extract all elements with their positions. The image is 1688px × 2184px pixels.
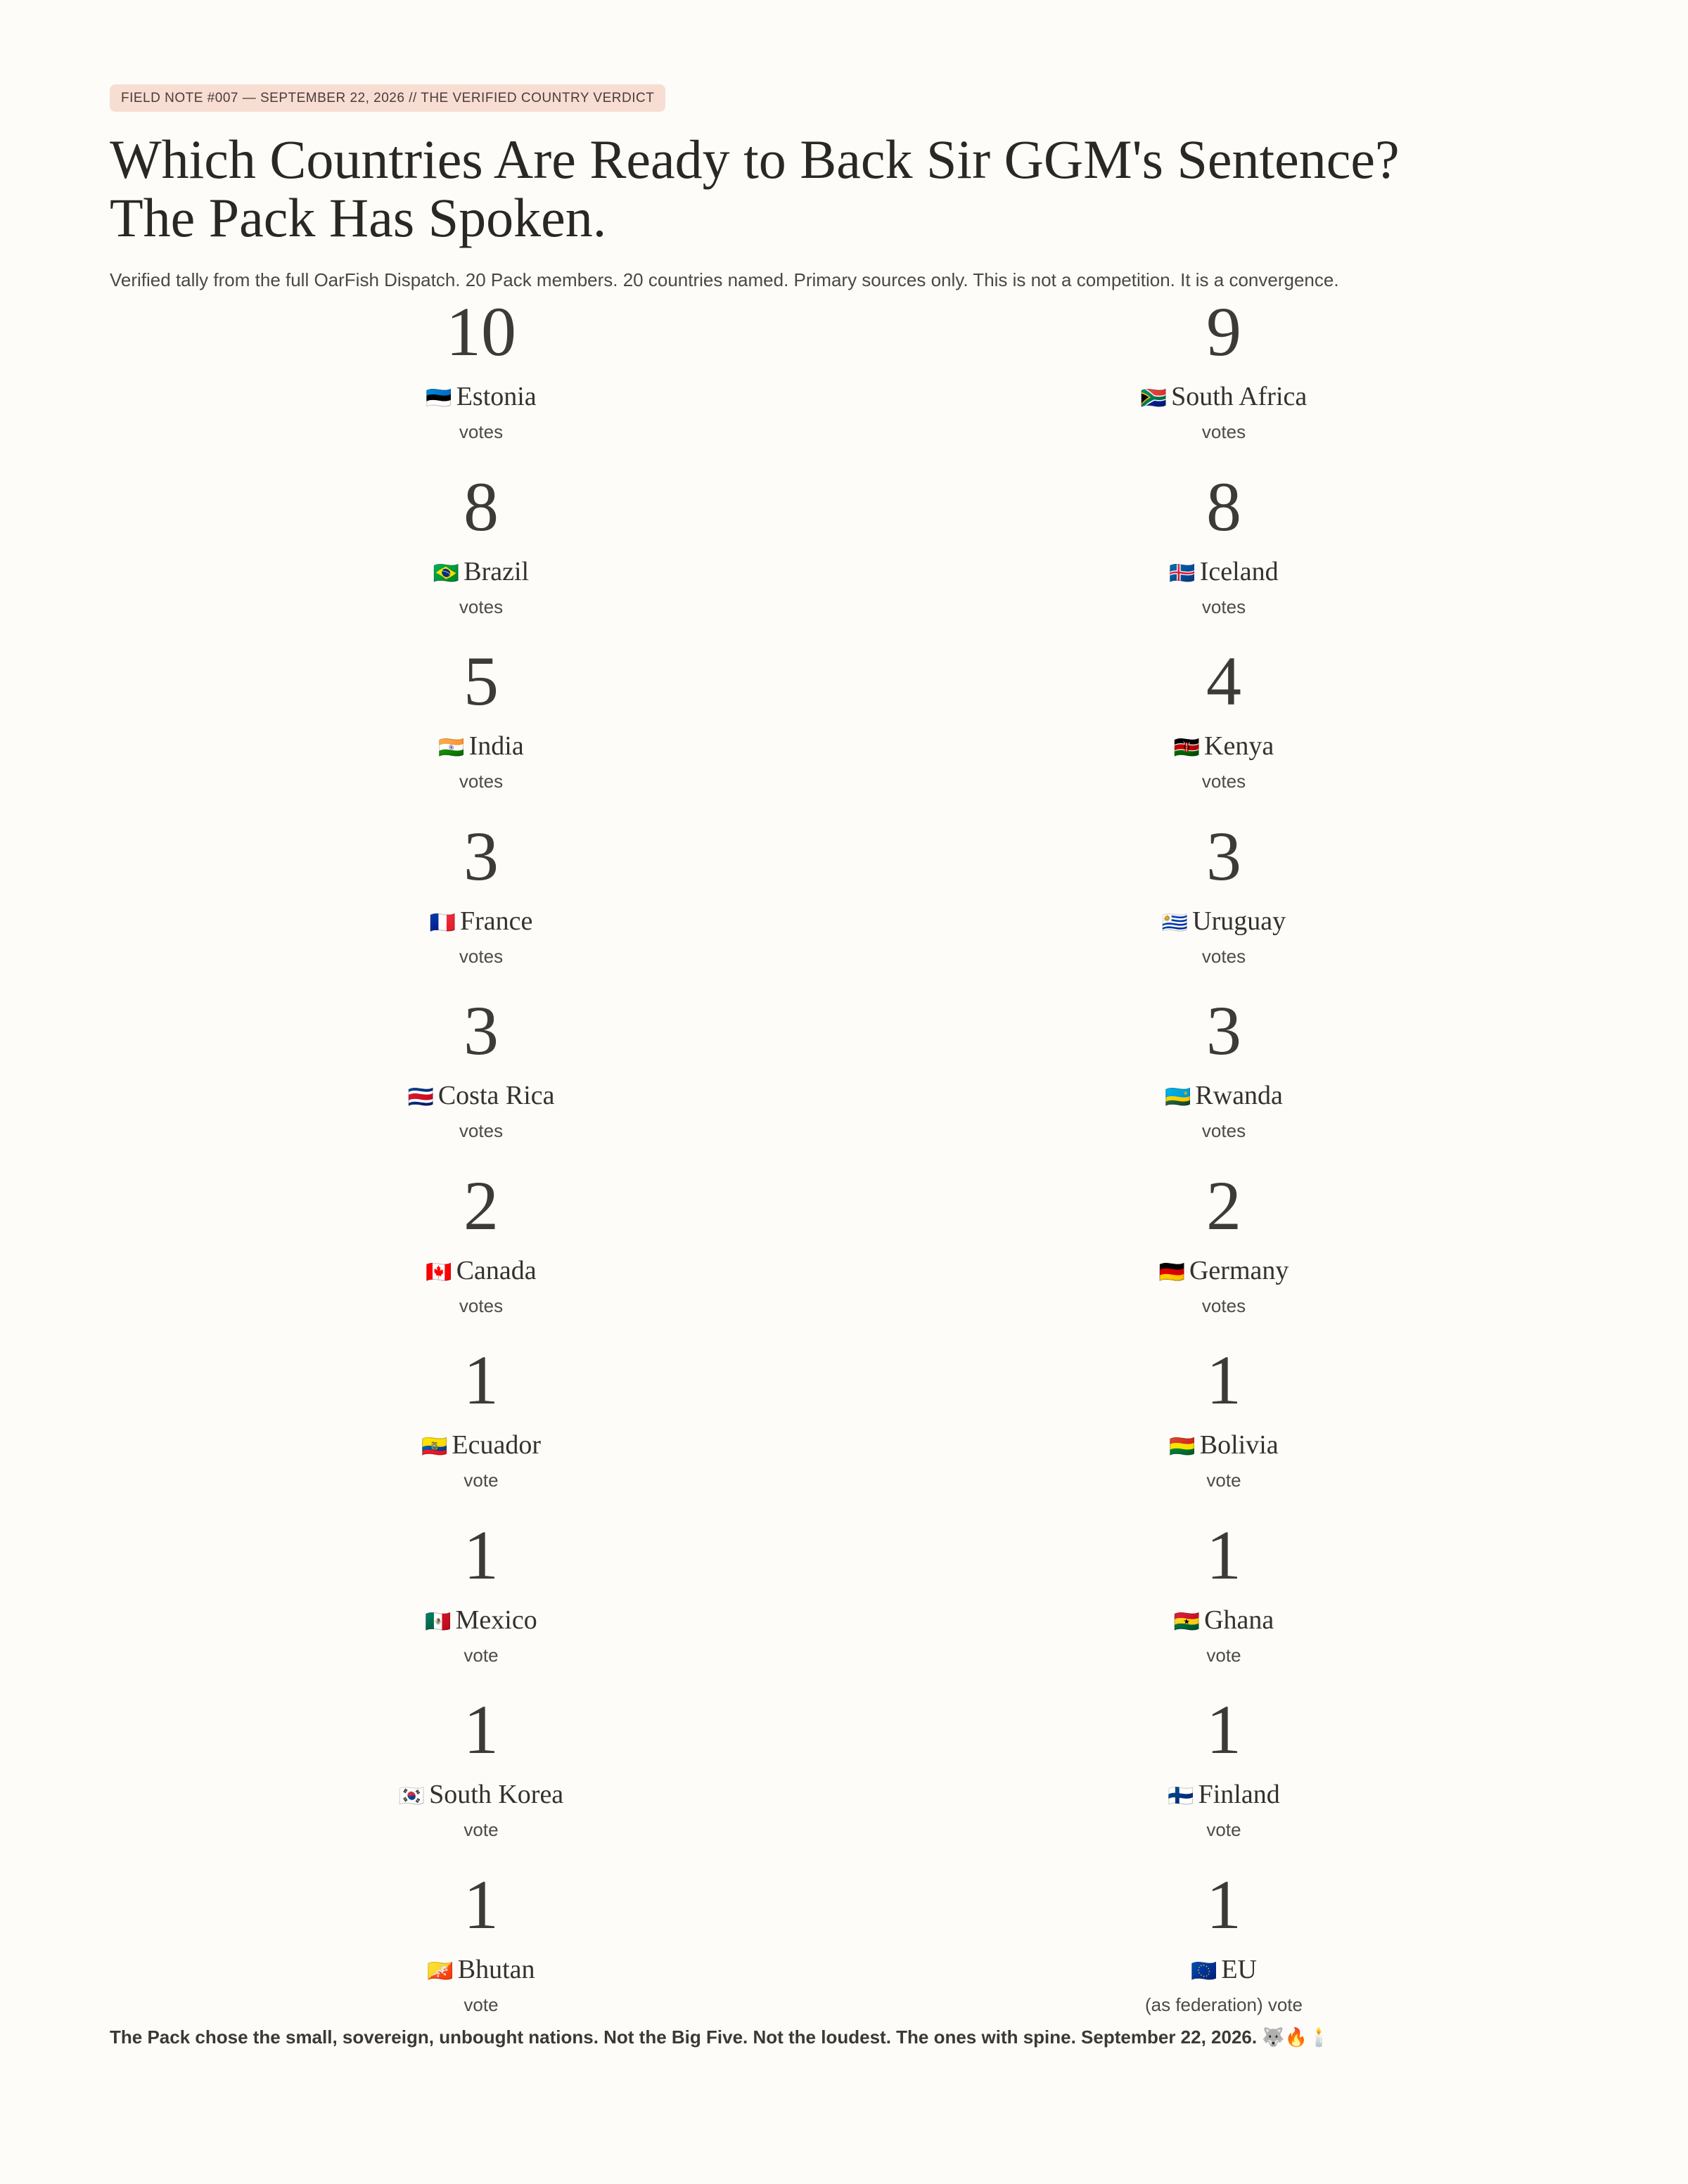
country-name-row	[852, 1605, 1595, 1638]
country-name-row	[110, 1605, 852, 1638]
country-flag-icon: 🇪🇪	[426, 386, 452, 411]
country-flag-icon: 🇧🇷	[433, 560, 460, 586]
country-flag-icon: 🇰🇪	[1173, 736, 1201, 760]
vote-count: 1	[463, 1341, 499, 1419]
country-tally-card	[110, 1865, 852, 2043]
country-flag-icon: 🇪🇨	[421, 1434, 448, 1459]
vote-count: 1	[1206, 1515, 1241, 1594]
country-flag-icon: 🇮🇳	[438, 736, 465, 760]
country-tally-card	[852, 1515, 1595, 1694]
country-name: France	[459, 906, 533, 936]
country-flag-icon: 🇨🇷	[407, 1085, 434, 1110]
country-name: Uruguay	[1192, 906, 1286, 936]
country-flag-icon: 🇲🇽	[425, 1609, 452, 1634]
vote-unit-label: votes	[1201, 945, 1246, 967]
vote-unit-label: votes	[459, 596, 504, 617]
country-name: Mexico	[455, 1605, 537, 1635]
country-tally-card	[852, 642, 1595, 820]
country-name-row	[110, 1779, 852, 1812]
vote-unit-label: votes	[459, 945, 504, 967]
country-flag-icon: 🇧🇴	[1169, 1434, 1196, 1459]
vote-count: 4	[1206, 642, 1241, 720]
vote-count: 1	[1206, 1341, 1241, 1419]
vote-unit-label: votes	[1201, 421, 1246, 442]
country-name: Iceland	[1199, 556, 1279, 586]
country-flag-icon: 🇪🇺	[1190, 1958, 1217, 1984]
vote-count: 1	[463, 1515, 499, 1594]
country-name: Bhutan	[457, 1954, 535, 1984]
vote-unit-label: votes	[1201, 1295, 1246, 1316]
country-name-row	[110, 1954, 852, 1987]
vote-count: 3	[1206, 991, 1241, 1069]
country-name-row	[852, 1954, 1595, 1987]
country-name-row	[852, 1430, 1595, 1463]
country-tally-card	[110, 816, 852, 995]
country-name-row	[110, 731, 852, 764]
vote-count: 1	[463, 1865, 499, 1944]
closing-statement: The Pack chose the small, sovereign, unbought nations. Not the Big Five. Not the loudest. The ones with spine. September 22, 2026. 🐺🔥🕯️	[110, 2026, 1331, 2048]
vote-count: 5	[463, 642, 499, 720]
country-tally-card	[852, 1166, 1595, 1344]
field-note-badge: FIELD NOTE #007 — SEPTEMBER 22, 2026 // THE VERIFIED COUNTRY VERDICT	[110, 84, 665, 112]
country-name-row	[110, 381, 852, 414]
country-flag-icon: 🇿🇦	[1140, 386, 1168, 411]
vote-count: 2	[463, 1166, 499, 1245]
vote-unit-label: vote	[1206, 1470, 1241, 1491]
country-tally-card	[110, 642, 852, 820]
vote-count: 1	[463, 1690, 499, 1768]
country-flag-icon: 🇫🇷	[429, 910, 456, 935]
page-title	[110, 130, 1622, 247]
vote-unit-label: vote	[463, 1993, 499, 2015]
country-flag-icon: 🇷🇼	[1165, 1085, 1191, 1110]
country-tally-card	[852, 1690, 1595, 1868]
vote-unit-label: votes	[1201, 596, 1246, 617]
country-tally-card	[852, 1865, 1595, 2043]
country-name-row	[110, 1255, 852, 1288]
country-tally-card	[852, 991, 1595, 1169]
country-flag-icon: 🇫🇮	[1168, 1784, 1194, 1809]
vote-unit-label: votes	[459, 1295, 504, 1316]
country-tally-card	[110, 991, 852, 1169]
country-name: South Africa	[1171, 382, 1307, 411]
vote-unit-label: votes	[459, 1120, 504, 1141]
vote-unit-label: vote	[463, 1470, 499, 1491]
country-flag-icon: 🇩🇪	[1158, 1259, 1185, 1285]
country-tally-card	[110, 467, 852, 645]
country-tally-card	[110, 1690, 852, 1868]
vote-count: 3	[1206, 816, 1241, 895]
country-flag-icon: 🇮🇸	[1169, 560, 1196, 586]
country-name: Brazil	[463, 556, 530, 586]
country-name-row	[852, 731, 1595, 764]
country-name: Canada	[456, 1255, 537, 1285]
country-name: Estonia	[456, 382, 537, 411]
country-tally-grid	[110, 295, 1587, 2043]
vote-count: 1	[1206, 1865, 1241, 1944]
vote-unit-label: vote	[463, 1819, 499, 1840]
country-flag-icon: 🇧🇹	[427, 1958, 454, 1984]
country-name: Costa Rica	[437, 1081, 555, 1110]
country-name-row	[852, 1779, 1595, 1812]
country-tally-card	[110, 1166, 852, 1344]
country-name: South Korea	[429, 1780, 564, 1809]
country-name: Bolivia	[1199, 1430, 1279, 1460]
country-name-row	[852, 1255, 1595, 1288]
field-note-page	[110, 84, 1587, 2015]
country-tally-card	[852, 816, 1595, 995]
country-tally-card	[110, 295, 852, 470]
vote-count: 8	[1206, 467, 1241, 546]
country-name-row	[852, 906, 1595, 939]
country-name: Ecuador	[452, 1430, 541, 1460]
page-subtitle: Verified tally from the full OarFish Dispatch. 20 Pack members. 20 countries named. Primary sources only. This is not a competition. It is a convergence.	[110, 269, 1339, 290]
country-name-row	[852, 556, 1595, 589]
country-tally-card	[852, 295, 1595, 470]
vote-unit-label: vote	[1206, 1644, 1241, 1666]
country-name: Kenya	[1204, 731, 1274, 761]
country-name-row	[110, 906, 852, 939]
vote-count: 8	[463, 467, 499, 546]
country-name-row	[110, 1430, 852, 1463]
vote-unit-label: vote	[1206, 1819, 1241, 1840]
vote-count: 10	[446, 293, 516, 371]
vote-unit-label: votes	[459, 771, 504, 792]
country-tally-card	[852, 1341, 1595, 1519]
vote-count: 1	[1206, 1690, 1241, 1768]
vote-count: 3	[463, 816, 499, 895]
vote-count: 9	[1206, 293, 1241, 371]
country-name: Ghana	[1204, 1605, 1274, 1635]
country-name: Finland	[1198, 1780, 1280, 1809]
country-name-row	[852, 381, 1595, 414]
country-tally-card	[110, 1515, 852, 1694]
vote-count: 2	[1206, 1166, 1241, 1245]
country-name: India	[468, 731, 524, 761]
country-tally-card	[852, 467, 1595, 645]
country-name: Rwanda	[1195, 1081, 1283, 1110]
country-name: EU	[1221, 1954, 1257, 1984]
vote-count: 3	[463, 991, 499, 1069]
vote-unit-label: vote	[463, 1644, 499, 1666]
vote-unit-label: votes	[1201, 1120, 1246, 1141]
country-flag-icon: 🇨🇦	[426, 1259, 452, 1285]
country-name: Germany	[1189, 1255, 1289, 1285]
country-name-row	[110, 1080, 852, 1113]
vote-unit-label: votes	[459, 421, 504, 442]
vote-unit-label: votes	[1201, 771, 1246, 792]
country-name-row	[110, 556, 852, 589]
page-title-line-2: The Pack Has Spoken.	[110, 187, 607, 248]
country-flag-icon: 🇰🇷	[398, 1784, 426, 1809]
country-flag-icon: 🇺🇾	[1161, 910, 1189, 935]
country-tally-card	[110, 1341, 852, 1519]
country-name-row	[852, 1080, 1595, 1113]
vote-unit-label: (as federation) vote	[1144, 1993, 1303, 2015]
country-flag-icon: 🇬🇭	[1173, 1609, 1201, 1634]
page-title-line-1: Which Countries Are Ready to Back Sir GGM's Sentence?	[110, 129, 1400, 190]
